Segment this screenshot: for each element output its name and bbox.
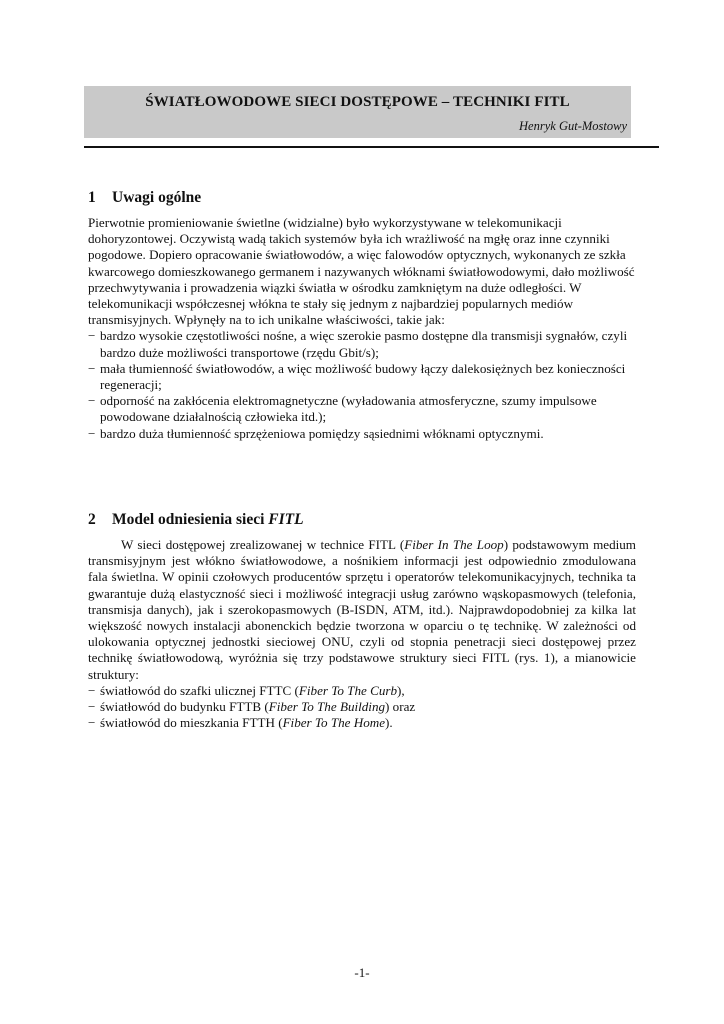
list-item (88, 715, 636, 731)
properties-list (88, 328, 636, 441)
list-item-tail: ) oraz (385, 699, 416, 715)
document-title: ŚWIATŁOWODOWE SIECI DOSTĘPOWE – TECHNIKI FITL (145, 94, 570, 110)
list-item-text: światłowód do budynku FTTB ( (100, 699, 269, 715)
section-1-intro: Pierwotnie promieniowanie świetlne (widzialne) było wykorzystywane w telekomunikacji dohoryzontowej. Oczywistą wadą takich systemów była ich wrażliwość na mgłę oraz inne czynniki pogodowe. Dopiero opracowanie światłowodów, a więc falowodów optycznych, wykonanych ze szkła kwarcowego domieszkowanego germanem i nazywanych włóknami światłowodowymi, dało możliwość przechwytywania i prowadzenia wiązki światła w ośrodku zamkniętym na duże odległości. W telekomunikacji współczesnej włókna te stały się jednym z najbardziej popularnych mediów transmisyjnych. Wpłynęły na to ich unikalne właściwości, takie jak: (88, 215, 635, 328)
list-item-tail: ), (397, 682, 405, 698)
list-item: − bardzo wysokie częstotliwości nośne, a więc szerokie pasmo dostępne dla transmisji sygnałów, czyli bardzo duże możliwości transportowe (rzędu Gbit/s); (88, 328, 636, 360)
section-2-number: 2 (88, 511, 96, 528)
section-2-body (88, 537, 636, 731)
list-item: − odporność na zakłócenia elektromagnetyczne (wyładowania atmosferyczne, szumy impulsowe powodowane działalnością człowieka itd.); (88, 393, 636, 425)
paragraph-text: W sieci dostępowej zrealizowanej w technice FITL ( (121, 537, 405, 552)
section-1-body (88, 215, 636, 442)
list-item-italic: Fiber To The Home (282, 715, 386, 731)
author-name: Henryk Gut-Mostowy (519, 119, 627, 133)
list-item-tail: ). (385, 715, 393, 731)
list-item-italic: Fiber To The Curb (298, 682, 398, 698)
paragraph-italic: Fiber In The Loop (404, 537, 504, 552)
section-1-heading (88, 189, 201, 207)
title-banner (84, 86, 631, 138)
list-item: − bardzo duża tłumienność sprzężeniowa pomiędzy sąsiednimi włóknami optycznymi. (88, 426, 636, 442)
page-number: -1- (354, 965, 370, 980)
header-rule (84, 146, 659, 148)
section-1-number: 1 (88, 189, 96, 206)
section-1-title: Uwagi ogólne (112, 189, 202, 206)
list-item: − mała tłumienność światłowodów, a więc możliwość budowy łączy dalekosiężnych bez konieczności regeneracji; (88, 361, 636, 393)
fitl-structures-list (88, 683, 636, 732)
section-2-title: Model odniesienia sieci (112, 511, 269, 528)
section-2-heading (88, 511, 304, 529)
list-item-italic: Fiber To The Building (268, 699, 386, 715)
section-2-paragraph (88, 537, 636, 683)
list-item-text: światłowód do mieszkania FTTH ( (100, 715, 283, 731)
list-item (88, 683, 636, 699)
list-item (88, 699, 636, 715)
section-2-title-acronym: FITL (268, 511, 304, 528)
list-item-text: światłowód do szafki ulicznej FTTC ( (100, 682, 299, 698)
paragraph-text: ) podstawowym medium transmisyjnym jest włókno światłowodowe, a nośnikiem informacji jest odpowiednio zmodulowana fala świetlna. W opinii czołowych producentów sprzętu i operatorów telekomunikacyjnych, technika ta gwarantuje dużą elastyczność sieci i możliwość integracji usług zarówno wąskopasmowych (telefonia, transmisja danych), jak i szerokopasmowych (B-ISDN, ATM, itd.). Najprawdopodobniej za kilka lat większość nowych instalacji abonenckich będzie tworzona w oparciu o tę technikę. W zależności od ulokowania optycznej jednostki sieciowej ONU, czyli od stopnia penetracji sieci dostępowej przez technikę światłowodową, wyróżnia się trzy podstawowe struktury sieci FITL (rys. 1), a mianowicie struktury: (88, 537, 636, 682)
